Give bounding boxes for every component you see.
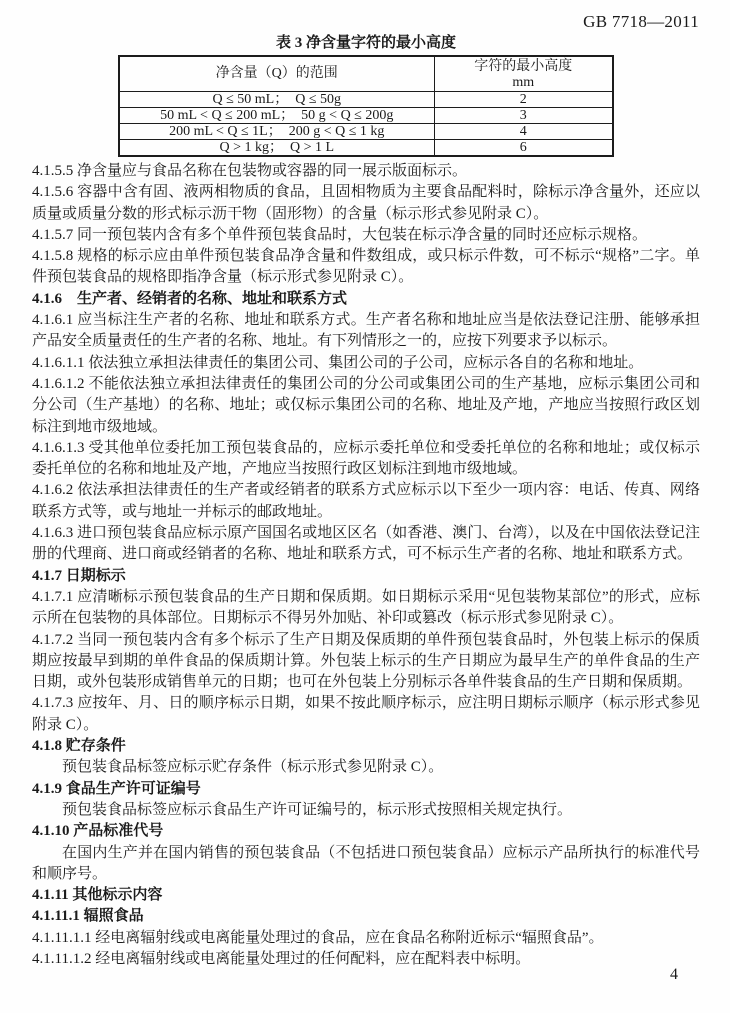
heading-4-1-8: 4.1.8 贮存条件 xyxy=(32,738,126,755)
document-body xyxy=(32,161,700,970)
table3-title: 表 3 净含量字符的最小高度 xyxy=(275,35,456,51)
table-row xyxy=(119,140,613,157)
clause-4-1-6-1-1: 4.1.6.1.1 依法独立承担法律责任的集团公司、集团公司的子公司，应标示各自的名称和地址。 xyxy=(32,354,644,371)
heading-4-1-7: 4.1.7 日期标示 xyxy=(32,567,126,584)
clause-4-1-9-body: 预包装食品标签应标示食品生产许可证编号的，标示形式按照相关规定执行。 xyxy=(62,801,573,818)
range-cell: 50 mL < Q ≤ 200 mL； 50 g < Q ≤ 200g xyxy=(119,108,434,124)
clause-4-1-6-1-3: 4.1.6.1.3 受其他单位委托加工预包装食品的，应标示委托单位和受委托单位的名称和地址；或仅标示委托单位的名称和地址及产地，产地应当按照行政区划标注到地市级地域。 xyxy=(32,439,700,478)
column-header-range: 净含量（Q）的范围 xyxy=(119,56,434,92)
column-header-height xyxy=(434,56,613,92)
range-cell: 200 mL < Q ≤ 1L； 200 g < Q ≤ 1 kg xyxy=(119,124,434,140)
range-cell: Q > 1 kg； Q > 1 L xyxy=(119,140,434,157)
clause-4-1-7-1: 4.1.7.1 应清晰标示预包装食品的生产日期和保质期。如日期标示采用“见包装物某部位”的形式，应标示所在包装物的具体部位。日期标示不得另外加贴、补印或篡改（标示形式参见附录 C）。 xyxy=(32,588,700,627)
clause-4-1-11-1-1: 4.1.11.1.1 经电离辐射线或电离能量处理过的食品，应在食品名称附近标示“辐照食品”。 xyxy=(32,929,604,946)
clause-4-1-5-7: 4.1.5.7 同一预包装内含有多个单件预包装食品时，大包装在标示净含量的同时还应标示规格。 xyxy=(32,226,648,243)
clause-4-1-6-3: 4.1.6.3 进口预包装食品应标示原产国国名或地区区名（如香港、澳门、台湾），以及在中国依法登记注册的代理商、进口商或经销者的名称、地址和联系方式，可不标示生产者的名称、地址和联系方式。 xyxy=(32,525,700,563)
clause-4-1-7-2: 4.1.7.2 当同一预包装内含有多个标示了生产日期及保质期的单件预包装食品时，外包装上标示的保质期应按最早到期的单件食品的保质期计算。外包装上标示的生产日期应为最早生产的单件食品的生产日期，或外包装形成销售单元的日期；也可在外包装上分别标示各单件装食品的生产日期和保质期。 xyxy=(32,631,700,691)
table-header-row xyxy=(119,56,613,92)
heading-4-1-9: 4.1.9 食品生产许可证编号 xyxy=(32,780,201,797)
table-row xyxy=(119,108,613,124)
height-cell: 6 xyxy=(434,140,613,157)
page-number: 4 xyxy=(670,966,678,983)
standard-code: GB 7718—2011 xyxy=(583,12,699,31)
heading-4-1-10: 4.1.10 产品标准代号 xyxy=(32,823,164,840)
column-header-height-unit: mm xyxy=(512,74,535,90)
clause-4-1-5-8: 4.1.5.8 规格的标示应由单件预包装食品净含量和件数组成，或只标示件数，可不标示“规格”二字。单件预包装食品的规格即指净含量（标示形式参见附录 C）。 xyxy=(32,248,700,286)
column-header-height-label: 字符的最小高度 xyxy=(474,58,573,74)
range-cell: Q ≤ 50 mL； Q ≤ 50g xyxy=(119,92,434,108)
table-row xyxy=(119,92,613,108)
height-cell: 4 xyxy=(434,124,613,140)
heading-4-1-6: 4.1.6 生产者、经销者的名称、地址和联系方式 xyxy=(32,290,348,307)
net-content-min-height-table xyxy=(118,55,614,157)
clause-4-1-10-body: 在国内生产并在国内销售的预包装食品（不包括进口预包装食品）应标示产品所执行的标准代号和顺序号。 xyxy=(32,844,700,882)
height-cell: 2 xyxy=(434,92,613,108)
clause-4-1-5-5: 4.1.5.5 净含量应与食品名称在包装物或容器的同一展示版面标示。 xyxy=(32,163,468,179)
clause-4-1-7-3: 4.1.7.3 应按年、月、日的顺序标示日期，如果不按此顺序标示，应注明日期标示顺序（标示形式参见附录 C）。 xyxy=(32,695,700,733)
clause-4-1-5-6: 4.1.5.6 容器中含有固、液两相物质的食品，且固相物质为主要食品配料时，除标示净含量外，还应以质量或质量分数的形式标示沥干物（固形物）的含量（标示形式参见附录 C）。 xyxy=(32,184,700,222)
height-cell: 3 xyxy=(434,108,613,124)
table-row xyxy=(119,124,613,140)
clause-4-1-6-1: 4.1.6.1 应当标注生产者的名称、地址和联系方式。生产者名称和地址应当是依法登记注册、能够承担产品安全质量责任的生产者的名称、地址。有下列情形之一的，应按下列要求予以标示。 xyxy=(32,312,700,350)
clause-4-1-6-2: 4.1.6.2 依法承担法律责任的生产者或经销者的联系方式应标示以下至少一项内容：电话、传真、网络联系方式等，或与地址一并标示的邮政地址。 xyxy=(32,482,700,520)
clause-4-1-8-body: 预包装食品标签应标示贮存条件（标示形式参见附录 C）。 xyxy=(62,759,444,776)
clause-4-1-11-1-2: 4.1.11.1.2 经电离辐射线或电离能量处理过的任何配料，应在配料表中标明。 xyxy=(32,950,531,967)
heading-4-1-11-1: 4.1.11.1 辐照食品 xyxy=(32,908,144,925)
heading-4-1-11: 4.1.11 其他标示内容 xyxy=(32,887,163,904)
clause-4-1-6-1-2: 4.1.6.1.2 不能依法独立承担法律责任的集团公司的分公司或集团公司的生产基地，应标示集团公司和分公司（生产基地）的名称、地址；或仅标示集团公司的名称、地址及产地，产地应当按照行政区划标注到地市级地域。 xyxy=(32,375,700,435)
